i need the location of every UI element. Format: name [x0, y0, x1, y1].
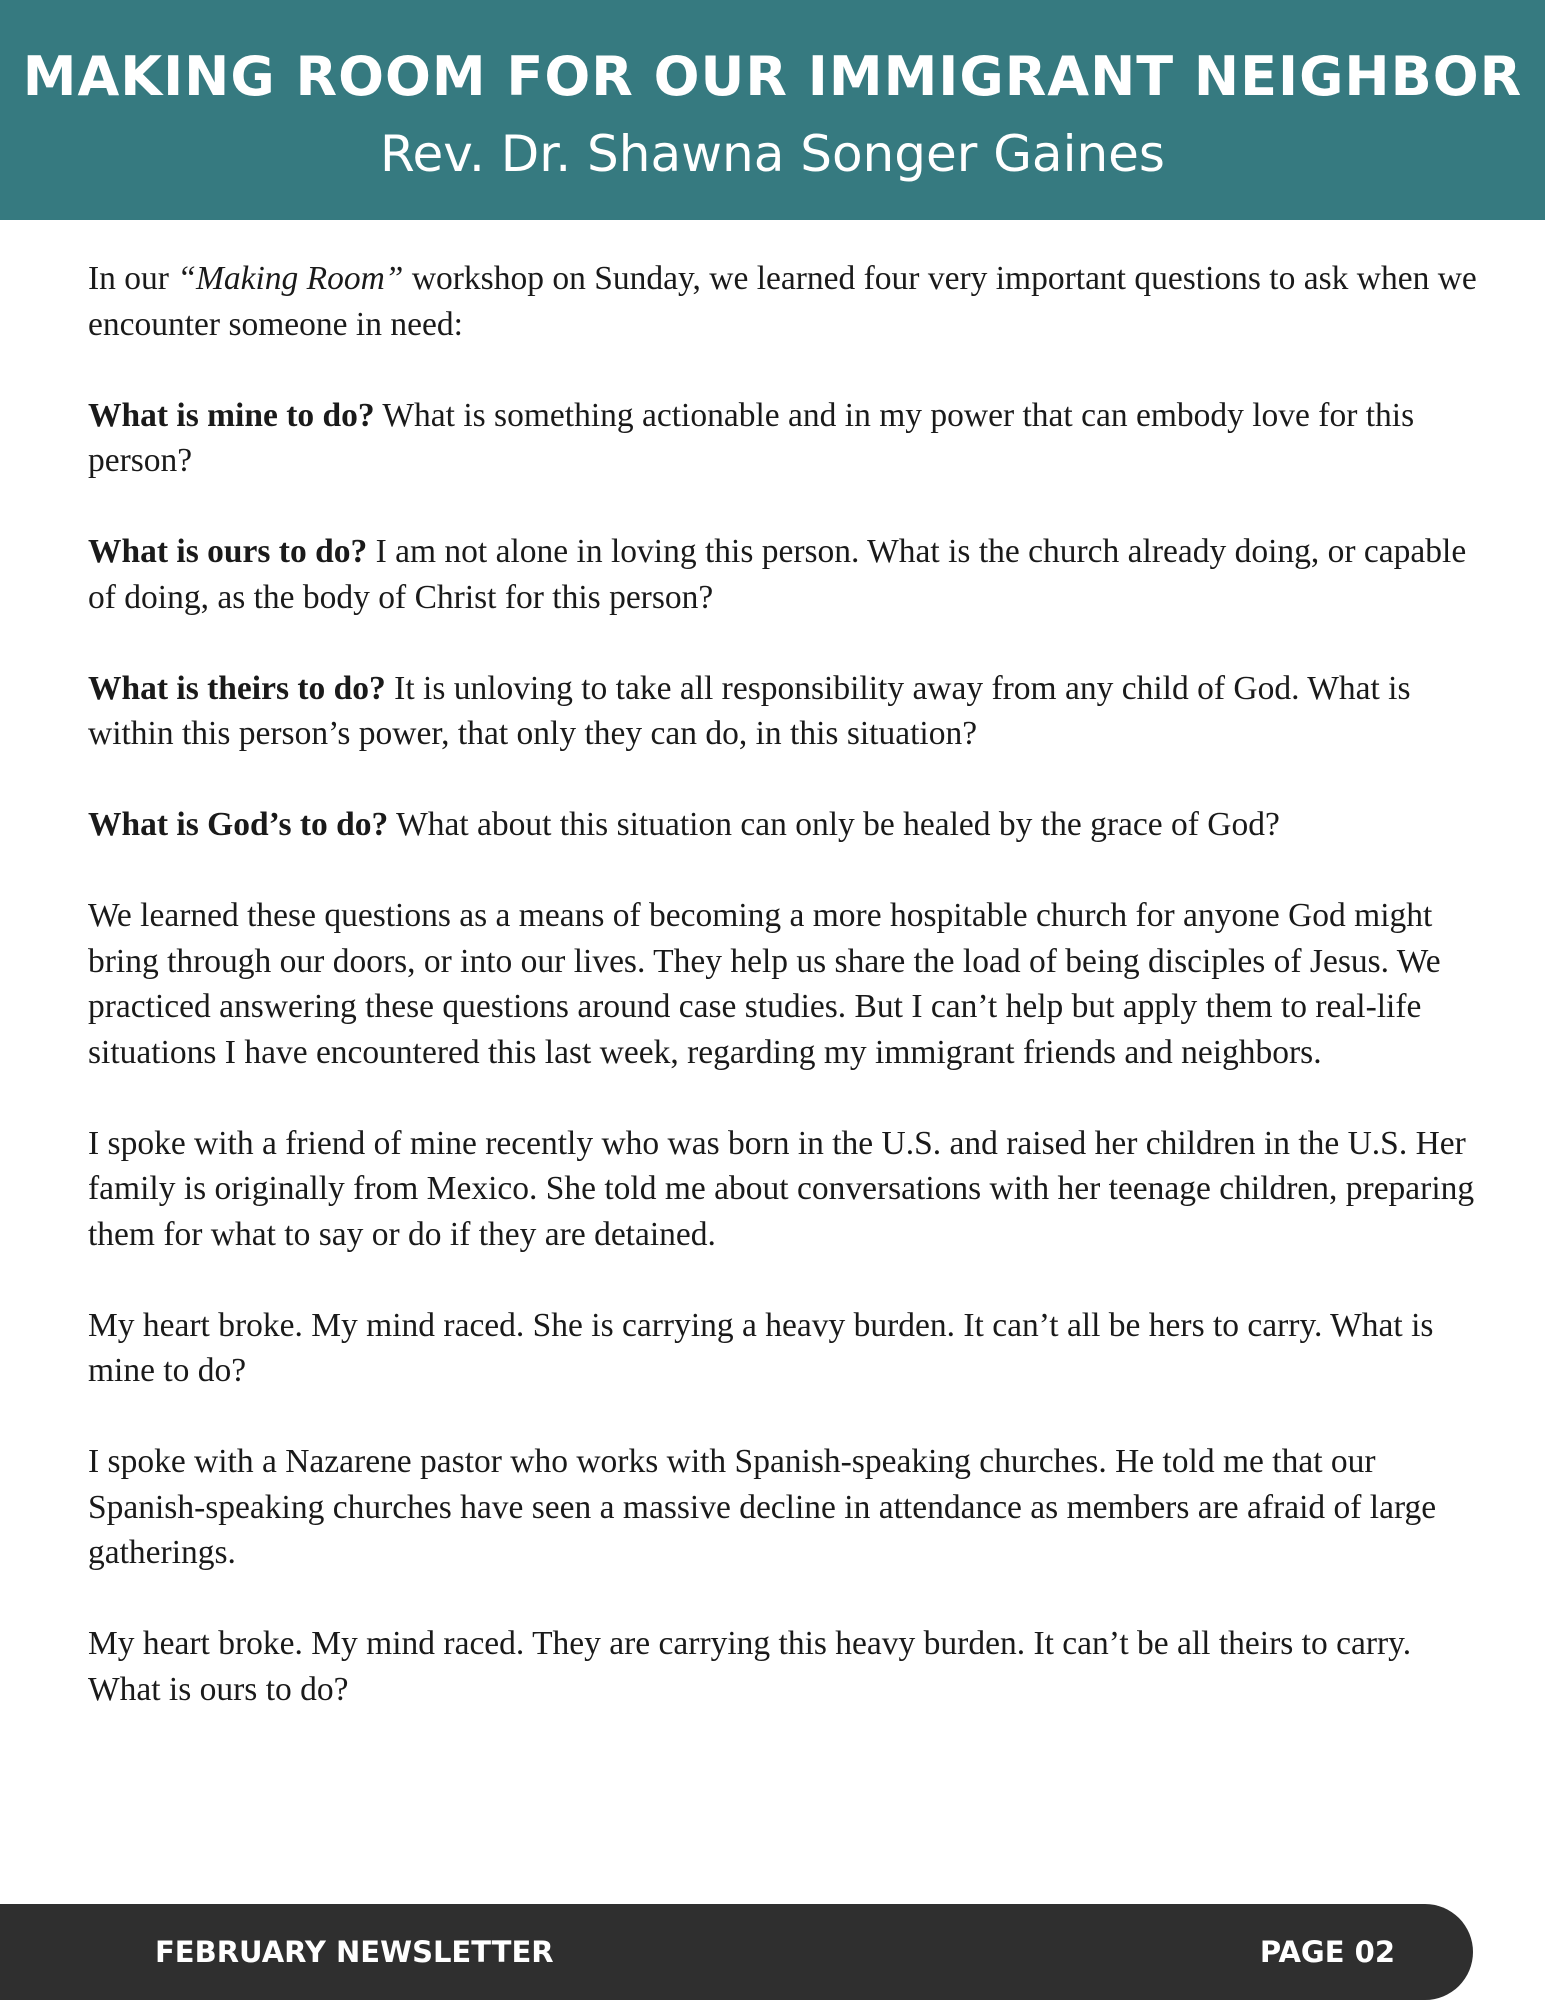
question-paragraph-ours	[88, 529, 1483, 620]
intro-text-start: In our	[88, 260, 178, 297]
question-heading: What is God’s to do?	[88, 806, 389, 843]
body-paragraph: My heart broke. My mind raced. She is carrying a heavy burden. It can’t all be hers to carry. What is mine to do?	[88, 1306, 1434, 1389]
workshop-name: “Making Room”	[177, 260, 404, 297]
page-number: PAGE 02	[1259, 1935, 1395, 1969]
article-body	[88, 256, 1483, 1758]
newsletter-label: FEBRUARY NEWSLETTER	[155, 1935, 554, 1969]
question-text: What is something actionable and in my power that can embody love for this person?	[88, 396, 1415, 479]
question-heading: What is theirs to do?	[88, 669, 386, 707]
intro-text-end: workshop on Sunday, we learned four very important questions to ask when we encounter someone in need:	[88, 260, 1477, 343]
question-paragraph-gods	[88, 802, 1483, 848]
question-heading: What is ours to do?	[88, 533, 368, 570]
question-text: What about this situation can only be healed by the grace of God?	[388, 806, 1280, 843]
body-paragraph: My heart broke. My mind raced. They are carrying this heavy burden. It can’t be all theirs to carry. What is ours to do?	[88, 1625, 1412, 1708]
question-paragraph-theirs	[88, 666, 1483, 757]
body-paragraph: I spoke with a Nazarene pastor who works with Spanish-speaking churches. He told me that our Spanish-speaking churches have seen a massive decline in attendance as members are afraid of large gatherings.	[88, 1443, 1437, 1571]
article-title: MAKING ROOM FOR OUR IMMIGRANT NEIGHBOR	[22, 45, 1523, 108]
intro-paragraph	[88, 256, 1483, 347]
body-paragraph: We learned these questions as a means of becoming a more hospitable church for anyone God might bring through our doors, or into our lives. They help us share the load of being disciples of Jesus. We practiced answering these questions around case studies. But I can’t help but apply them to real-life situations I have encountered this last week, regarding my immigrant friends and neighbors.	[88, 897, 1441, 1071]
article-author: Rev. Dr. Shawna Songer Gaines	[380, 125, 1165, 183]
question-text: It is unloving to take all responsibility away from any child of God. What is within this person’s power, that only they can do, in this situation?	[88, 669, 1411, 752]
page-header	[0, 0, 1545, 220]
question-paragraph-mine	[88, 393, 1483, 484]
page-footer	[0, 1904, 1473, 2000]
question-text: I am not alone in loving this person. What is the church already doing, or capable of doing, as the body of Christ for this person?	[88, 533, 1467, 616]
question-heading: What is mine to do?	[88, 396, 375, 434]
body-paragraph: I spoke with a friend of mine recently who was born in the U.S. and raised her children in the U.S. Her family is originally from Mexico. She told me about conversations with her teenage children, preparing them for what to say or do if they are detained.	[88, 1124, 1475, 1253]
